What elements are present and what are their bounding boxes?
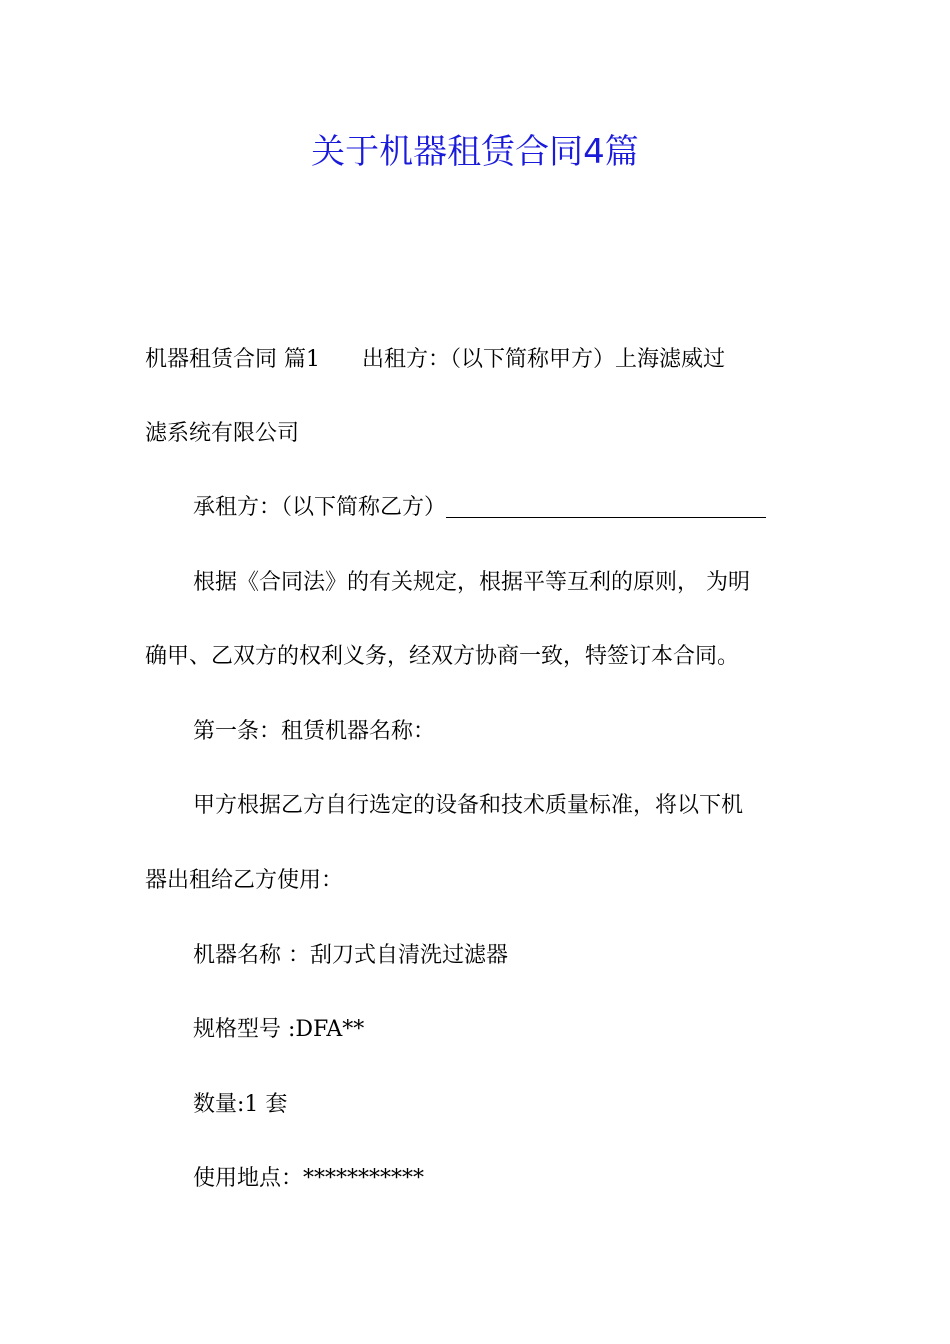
paragraph-line-7: 甲方根据乙方自行选定的设备和技术质量标准，将以下机: [193, 793, 744, 818]
paragraph-line-9: 机器名称 ：刮刀式自清洗过滤器: [193, 943, 508, 968]
paragraph-line-3: [193, 492, 810, 524]
lessor-label: 出租方：（以下简称甲方）上海滤威过: [362, 347, 726, 372]
paragraph-line-2: 滤系统有限公司: [145, 421, 300, 446]
paragraph-line-6: 第一条：租赁机器名称：: [193, 719, 436, 744]
paragraph-line-11: 数量:1 套: [193, 1092, 288, 1117]
lessee-label: 承租方：（以下简称乙方）: [193, 495, 447, 520]
section-heading: 机器租赁合同 篇1: [145, 347, 320, 372]
paragraph-line-8: 器出租给乙方使用：: [145, 868, 344, 893]
paragraph-line-10: 规格型号 :DFA**: [193, 1017, 365, 1042]
paragraph-line-5: 确甲、乙双方的权利义务，经双方协商一致，特签订本合同。: [145, 644, 740, 669]
paragraph-line-4: 根据《合同法》的有关规定，根据平等互利的原则， 为明: [193, 570, 750, 595]
paragraph-line-12: 使用地点：***********: [193, 1166, 425, 1191]
paragraph-line-1: [145, 344, 810, 376]
document-title: 关于机器租赁合同4篇: [311, 132, 639, 172]
fill-in-blank: [446, 516, 766, 518]
